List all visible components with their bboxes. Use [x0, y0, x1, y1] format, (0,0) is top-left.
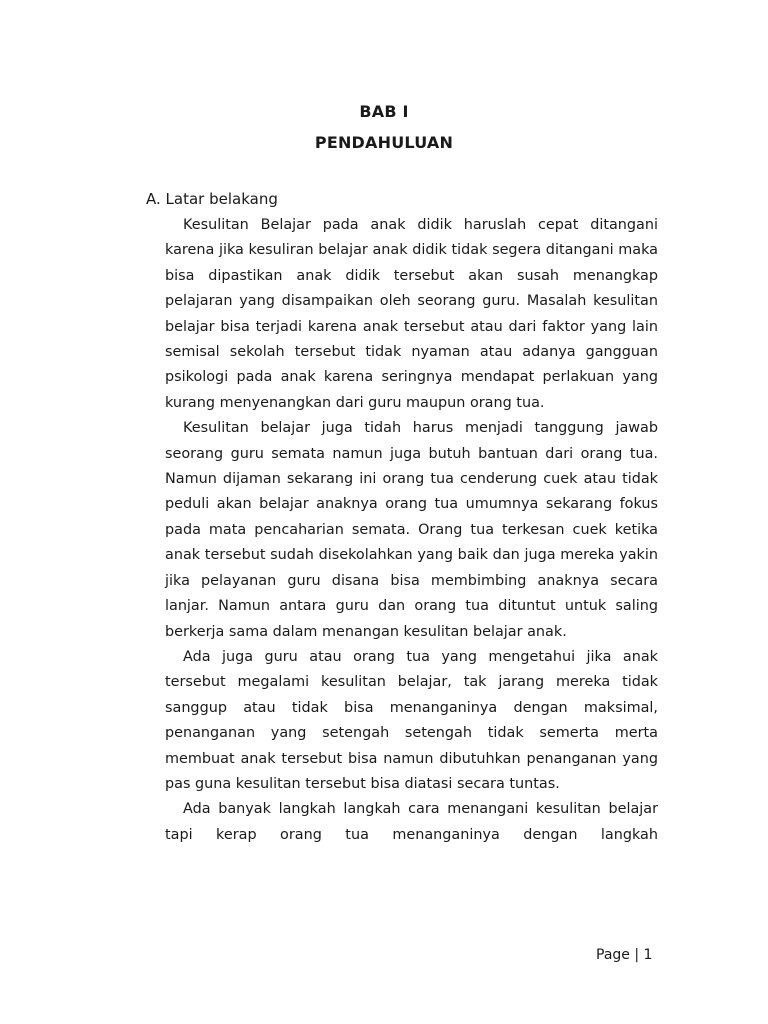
paragraph: Kesulitan belajar juga tidah harus menjadi tanggung jawab seorang guru semata namun juga butuh bantuan dari orang tua. Namun dijaman sekarang ini orang tua cenderung cuek atau tidak peduli akan belajar anaknya orang tua umumnya sekarang fokus pada mata pencaharian semata. Orang tua terkesan cuek ketika anak tersebut sudah disekolahkan yang baik dan juga mereka yakin jika pelayanan guru disana bisa membimbing anaknya secara lanjar. Namun antara guru dan orang tua dituntut untuk saling berkerja sama dalam menangan kesulitan belajar anak.	[165, 420, 658, 640]
paragraph: Ada banyak langkah langkah cara menangani kesulitan belajar tapi kerap orang tua menanganinya dengan langkah	[165, 801, 658, 843]
chapter-number: BAB I	[359, 102, 409, 121]
paragraph: Ada juga guru atau orang tua yang mengetahui jika anak tersebut megalami kesulitan belajar, tak jarang mereka tidak sanggup atau tidak bisa menanganinya dengan maksimal, penanganan yang setengah setengah tidak semerta merta membuat anak tersebut bisa namun dibutuhkan penanganan yang pas guna kesulitan tersebut bisa diatasi secara tuntas.	[165, 648, 658, 792]
page-number: Page | 1	[596, 947, 653, 963]
chapter-title: PENDAHULUAN	[314, 133, 454, 152]
body-text	[165, 213, 658, 848]
section-heading: A. Latar belakang	[146, 190, 278, 208]
paragraph: Kesulitan Belajar pada anak didik haruslah cepat ditangani karena jika kesuliran belajar anak didik tidak segera ditangani maka bisa dipastikan anak didik tersebut akan susah menangkap pelajaran yang disampaikan oleh seorang guru. Masalah kesulitan belajar bisa terjadi karena anak tersebut atau dari faktor yang lain semisal sekolah tersebut tidak nyaman atau adanya gangguan psikologi pada anak karena seringnya mendapat perlakuan yang kurang menyenangkan dari guru maupun orang tua.	[165, 217, 658, 411]
